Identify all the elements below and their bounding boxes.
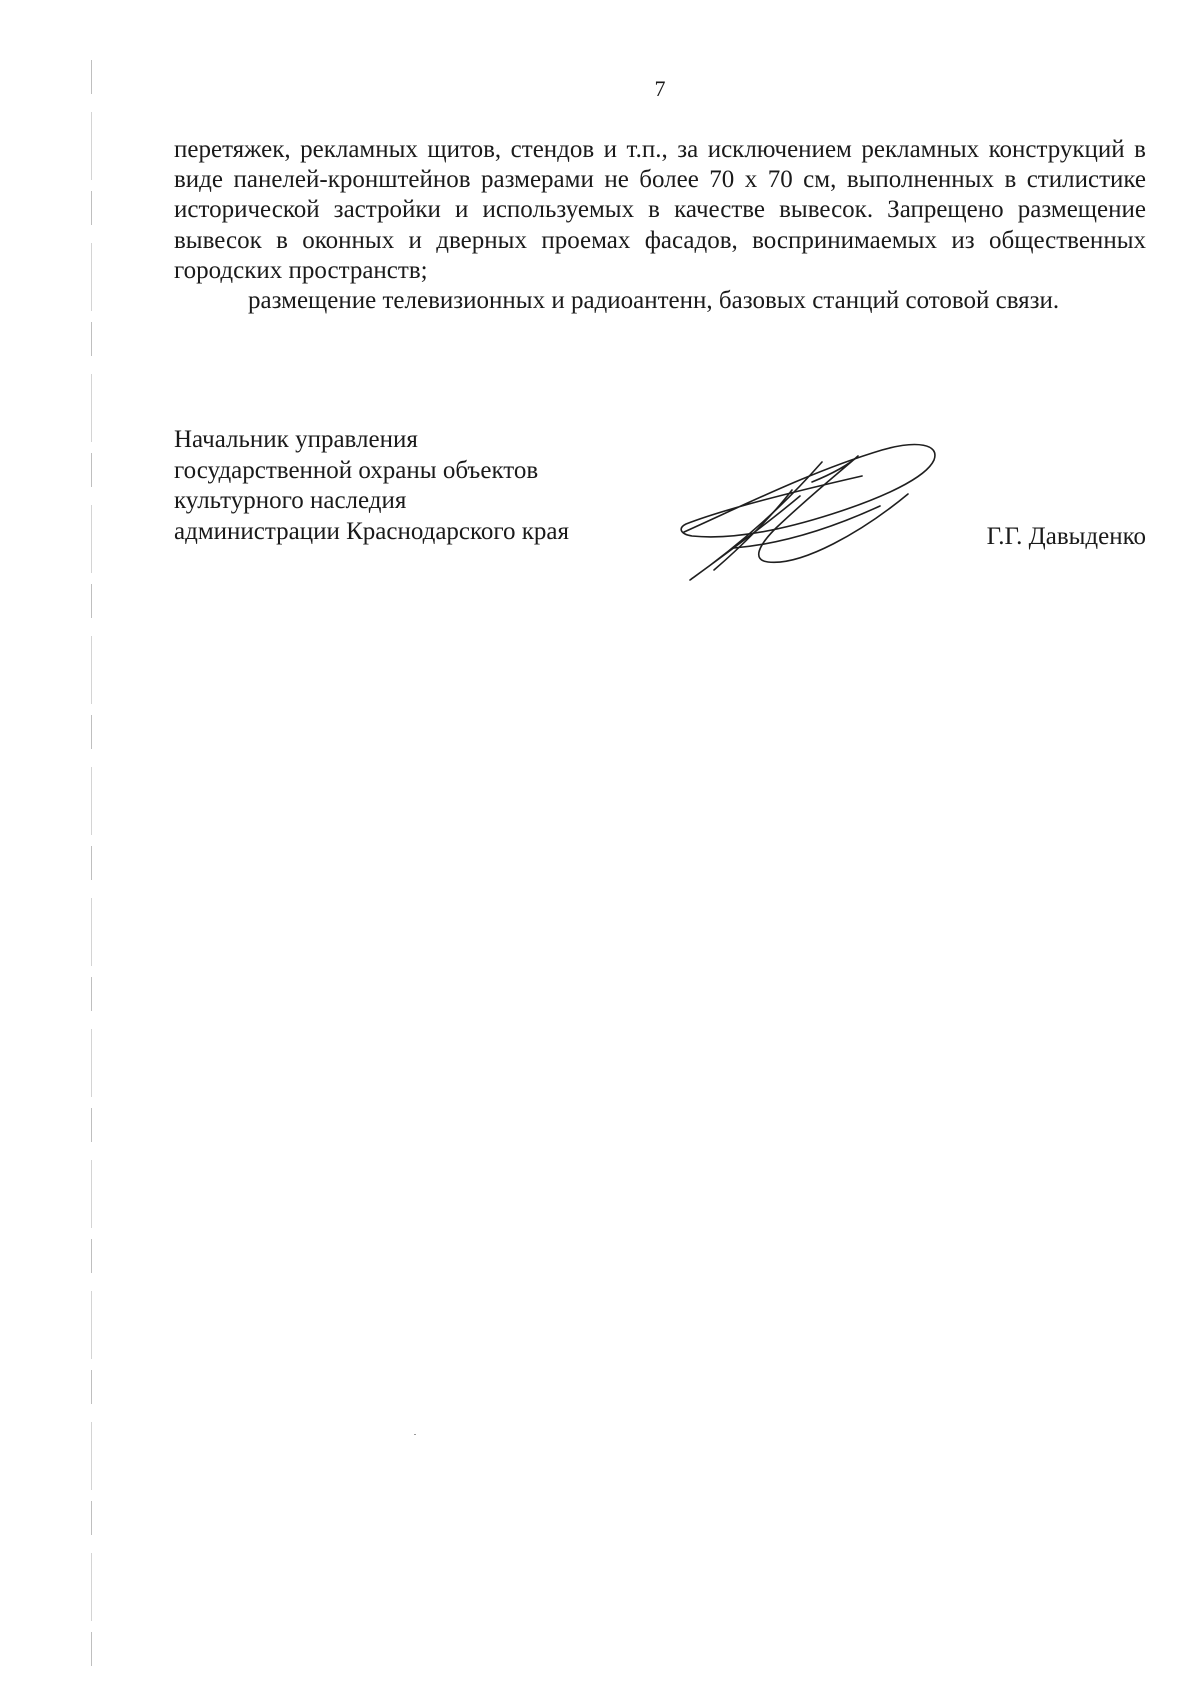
- document-body: [174, 135, 1146, 316]
- scan-speck: [414, 1434, 416, 1435]
- page-number: 7: [654, 76, 666, 101]
- paragraph-advertising-restrictions: перетяжек, рекламных щитов, стендов и т.п., за исключением рекламных конструкций в виде панелей-кронштейнов размерами не более 70 х 70 см, выполненных в стилистике исторической застройки и используемых в качестве вывесок. Запрещено размещение вывесок в оконных и дверных проемах фасадов, воспринимаемых из общественных городских пространств;: [174, 136, 1146, 284]
- scan-binding-edge: [91, 60, 92, 1680]
- handwritten-signature-icon: [672, 436, 942, 586]
- signer-position-line: культурного наследия: [174, 487, 407, 514]
- signer-position-line: государственной охраны объектов: [174, 456, 539, 484]
- signer-position-line: Начальник управления: [174, 426, 418, 453]
- signer-name: Г.Г. Давыденко: [986, 523, 1146, 550]
- paragraph-antenna-restrictions: размещение телевизионных и радиоантенн, базовых станций сотовой связи.: [248, 287, 1060, 315]
- signer-position-line: администрации Краснодарского края: [174, 517, 570, 545]
- signer-position: [174, 425, 694, 547]
